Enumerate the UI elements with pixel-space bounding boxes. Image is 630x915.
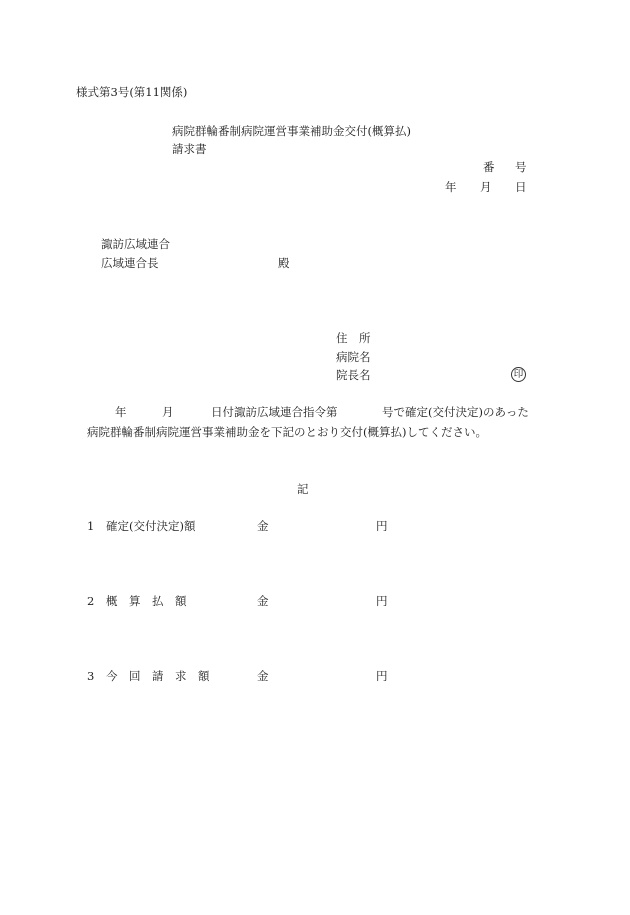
hospital-name-label: 病院名 bbox=[336, 350, 371, 364]
number-go: 号 bbox=[515, 160, 527, 174]
director-name-label: 院長名 bbox=[336, 368, 371, 382]
item-yen: 円 bbox=[376, 594, 388, 608]
item-label: 確定(交付決定)額 bbox=[106, 519, 196, 533]
item-kin: 金 bbox=[257, 594, 269, 608]
form-number: 様式第3号(第11関係) bbox=[76, 85, 188, 99]
body-month: 月 bbox=[162, 405, 174, 419]
body-directive-prefix: 日付諏訪広域連合指令第 bbox=[211, 405, 338, 419]
item-label: 今 回 請 求 額 bbox=[106, 669, 210, 683]
recipient-title: 広域連合長 bbox=[101, 256, 159, 270]
item-label: 概 算 払 額 bbox=[106, 594, 187, 608]
number-ban: 番 bbox=[483, 160, 495, 174]
date-year: 年 bbox=[445, 180, 457, 194]
date-day: 日 bbox=[515, 180, 527, 194]
body-line2: 病院群輪番制病院運営事業補助金を下記のとおり交付(概算払)してください。 bbox=[87, 425, 487, 439]
item-number: 2 bbox=[87, 594, 95, 608]
recipient-honorific: 殿 bbox=[278, 256, 290, 270]
ki-heading: 記 bbox=[297, 482, 309, 496]
item-number: 1 bbox=[87, 519, 95, 533]
body-year: 年 bbox=[115, 405, 127, 419]
date-month: 月 bbox=[480, 180, 492, 194]
document-title-line2: 請求書 bbox=[172, 142, 207, 156]
item-yen: 円 bbox=[376, 669, 388, 683]
item-kin: 金 bbox=[257, 519, 269, 533]
item-yen: 円 bbox=[376, 519, 388, 533]
recipient-org: 諏訪広域連合 bbox=[101, 237, 170, 251]
address-label: 住 所 bbox=[336, 331, 371, 345]
item-number: 3 bbox=[87, 669, 95, 683]
item-kin: 金 bbox=[257, 669, 269, 683]
body-directive-suffix: 号で確定(交付決定)のあった bbox=[382, 405, 529, 419]
seal-mark: 印 bbox=[511, 367, 526, 382]
document-title-line1: 病院群輪番制病院運営事業補助金交付(概算払) bbox=[172, 124, 411, 138]
